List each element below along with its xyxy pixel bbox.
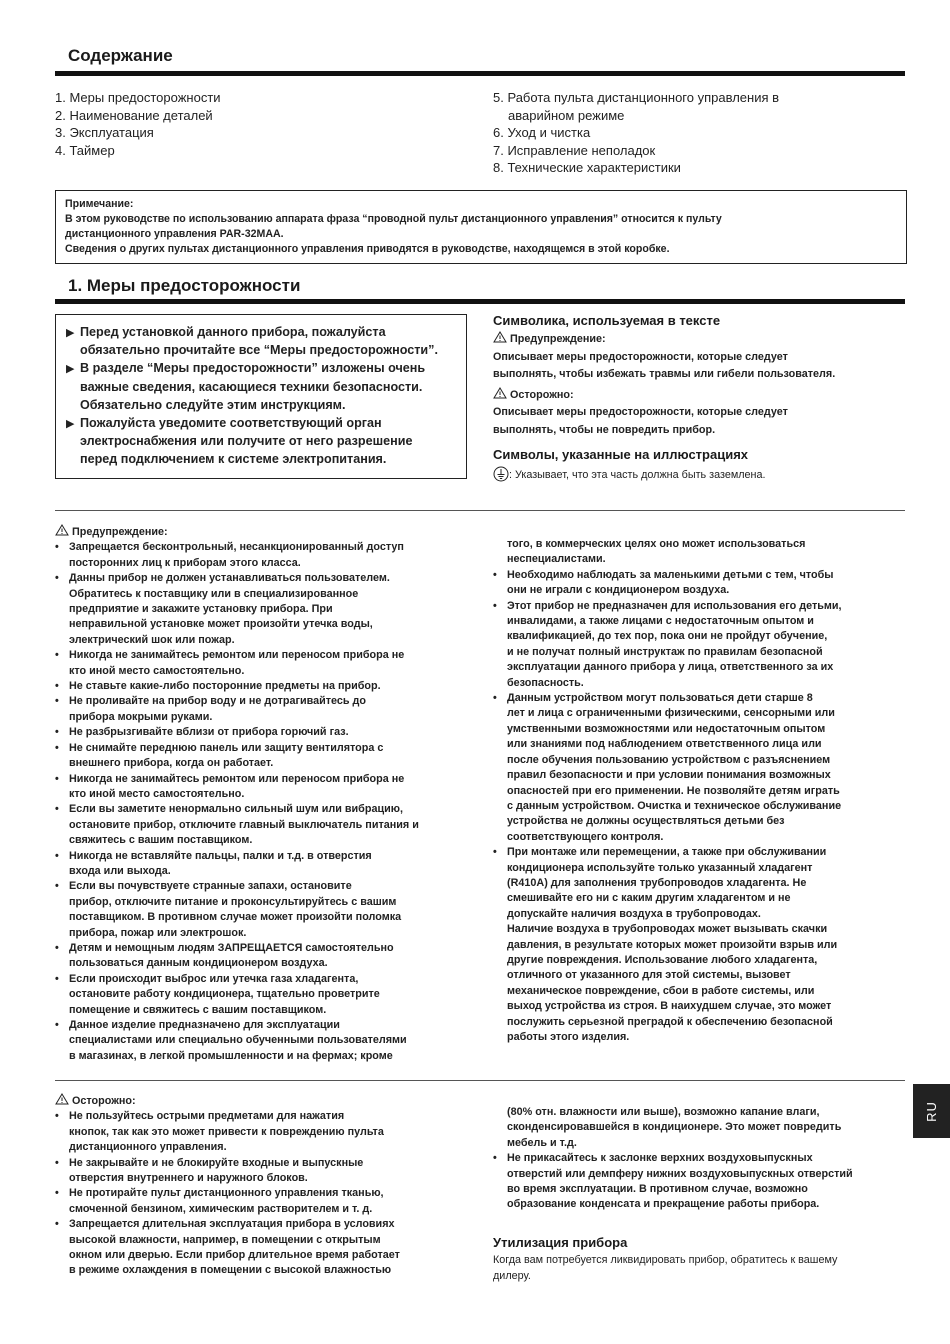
toc-item[interactable]: 8. Технические характеристики [493, 160, 681, 175]
text-line: остановите работу кондиционера, тщательно проветрите [69, 988, 380, 1001]
text-line: Не снимайте переднюю панель или защиту вентилятора с [69, 741, 384, 754]
precaution-item: ▶ Пожалуйста уведомите соответствующий орган электроснабжения или получите от него разрешение перед подключением к системе электропитания. [66, 414, 456, 469]
text-line: образование конденсата и прекращение работы прибора. [507, 1198, 820, 1211]
text-line: неспециалистами. [507, 553, 606, 566]
warning-list [55, 540, 485, 1064]
language-tab-label: RU [924, 1100, 939, 1122]
text-line: предприятие и закажите установку прибора. При [69, 603, 333, 616]
warning-triangle-icon [55, 1093, 69, 1105]
text-line: Этот прибор не предназначен для использования его детьми, [507, 599, 842, 612]
text-line: внешнего прибора, когда он работает. [69, 757, 274, 770]
bullet-icon: • [55, 1218, 59, 1231]
list-item-text [69, 849, 372, 880]
text-line: высокой влажности, например, в помещении с открытым [69, 1233, 381, 1246]
text-line: Не пользуйтесь острыми предметами для нажатия [69, 1110, 345, 1123]
text-line: отверстия внутреннего и наружного блоков. [69, 1172, 308, 1185]
bullet-icon: • [493, 846, 497, 859]
list-item [55, 694, 485, 725]
toc-item[interactable]: 1. Меры предосторожности [55, 90, 221, 105]
list-item-text [69, 725, 349, 740]
list-item-text [69, 1186, 384, 1217]
illus-heading: Символы, указанные на иллюстрациях [493, 447, 749, 462]
text-line: работы этого изделия. [507, 1031, 630, 1043]
bullet-icon: • [55, 772, 59, 785]
list-item [55, 941, 485, 972]
list-item [55, 772, 485, 803]
warning-right-column [493, 537, 913, 1045]
list-item [493, 599, 913, 691]
list-item-text [69, 972, 380, 1018]
text-line: Запрещается длительная эксплуатация прибора в условиях [69, 1218, 395, 1231]
text-line: отверстий или демпферу нижних воздуховыпускных отверстий [507, 1167, 853, 1180]
caution-desc: Описывает меры предосторожности, которые следует выполнять, чтобы не повредить прибор. [493, 406, 788, 436]
bullet-icon: • [55, 803, 59, 816]
list-item [493, 845, 913, 1045]
language-tab[interactable] [913, 1084, 950, 1138]
list-item [55, 1217, 485, 1279]
text-line: Не прикасайтесь к заслонке верхних воздуховыпускных [507, 1152, 813, 1165]
text-line: сконденсировавшейся в кондиционере. Это может повредить [507, 1121, 842, 1134]
bullet-icon: • [493, 568, 497, 581]
ground-row: : Указывает, что эта часть должна быть заземлена. [493, 466, 913, 484]
text-line: безопасность. [507, 676, 584, 689]
text-line: прибора, пожар или электрошок. [69, 926, 247, 939]
section-rule [55, 299, 905, 304]
note-label: Примечание: [65, 198, 134, 210]
note-box [55, 190, 907, 264]
text-line: они не играли с кондиционером воздуха. [507, 584, 730, 597]
bullet-icon: • [55, 1019, 59, 1031]
symbols-panel [493, 313, 913, 484]
bullet-icon: • [55, 941, 59, 954]
precaution-box [55, 314, 467, 479]
bullet-icon: • [493, 692, 497, 705]
toc-item-cont[interactable]: аварийном режиме [508, 107, 625, 123]
list-item [493, 568, 913, 599]
list-item-text [507, 1105, 841, 1151]
text-line: механическое повреждение, сбои в работе системы, или [507, 984, 815, 997]
bullet-icon: • [55, 972, 59, 985]
list-item-text [69, 802, 419, 848]
list-item [55, 972, 485, 1018]
text-line: кто иной место самостоятельно. [69, 664, 245, 677]
disposal-section [493, 1235, 913, 1284]
toc-item[interactable]: 5. Работа пульта дистанционного управления в [493, 90, 780, 105]
list-item [55, 679, 485, 694]
list-item-text [69, 648, 404, 679]
text-line: Не проливайте на прибор воду и не дотрагивайтесь до [69, 695, 366, 708]
text-line: Наличие воздуха в трубопроводах может вызывать скачки [507, 923, 828, 936]
arrow-right-icon: ▶ [66, 327, 75, 339]
list-item [55, 648, 485, 679]
text-line: неправильной установке может произойти утечка воды, [69, 618, 373, 631]
text-line: Данным устройством могут пользоваться дети старше 8 [507, 692, 813, 705]
list-item [55, 1109, 485, 1155]
text-line: Детям и немощным людям ЗАПРЕЩАЕТСЯ самостоятельно [69, 941, 394, 954]
text-line: свяжитесь с вашим поставщиком. [69, 834, 253, 847]
list-item [55, 1156, 485, 1187]
toc-item[interactable]: 6. Уход и чистка [493, 125, 591, 140]
text-line: или знаниями под наблюдением ответственного лица или [507, 738, 822, 751]
text-line: (80% отн. влажности или выше), возможно капание влаги, [507, 1106, 820, 1118]
list-item-text [507, 537, 805, 568]
warning-left-column [55, 524, 485, 1064]
divider [55, 510, 905, 511]
text-line: эксплуатации данного прибора у лица, ответственного за их [507, 661, 834, 674]
text-line: Обратитесь к поставщику или в специализированное [69, 587, 359, 600]
list-item-text [507, 691, 841, 845]
bullet-icon: • [55, 849, 59, 862]
divider [55, 1080, 905, 1081]
text-line: поставщиком. В противном случае может произойти поломка [69, 911, 402, 924]
list-item [493, 1105, 913, 1151]
text-line: дистанционного управления. [69, 1141, 227, 1154]
caution-heading: Осторожно: [55, 1093, 485, 1109]
list-item-text [69, 1109, 384, 1155]
warning-heading: Предупреждение: [55, 524, 485, 540]
text-line: Не протирайте пульт дистанционного управления тканью, [69, 1187, 384, 1200]
text-line: послужить серьезной преградой к обеспечению безопасной [507, 1015, 833, 1028]
toc-right [493, 89, 779, 177]
list-item-text [69, 694, 366, 725]
text-line: отличного от указанного для этой системы, вызовет [507, 969, 791, 982]
text-line: Данны прибор не должен устанавливаться пользователем. [69, 572, 390, 585]
text-line: кнопок, так как это может привести к повреждению пульта [69, 1125, 384, 1138]
caution-list [493, 1105, 913, 1213]
disposal-text: Когда вам потребуется ликвидировать прибор, обратитесь к вашему дилеру. [493, 1254, 838, 1282]
bullet-icon: • [493, 599, 497, 612]
text-line: (R410A) для заполнения трубопроводов хладагента. Не [507, 876, 807, 889]
text-line: При монтаже или перемещении, а также при обслуживании [507, 846, 827, 859]
text-line: опасностей при его применении. Не позволяйте детям играть [507, 784, 840, 797]
text-line: Никогда не вставляйте пальцы, палки и т.д. в отверстия [69, 849, 372, 862]
precaution-item: ▶ Перед установкой данного прибора, пожалуйста обязательно прочитайте все “Меры предосторожности”. [66, 323, 456, 359]
list-item [55, 571, 485, 648]
bullet-icon: • [55, 572, 59, 585]
text-line: смоченной бензином, химическим растворителем и т. д. [69, 1202, 373, 1215]
warning-triangle-icon [55, 524, 69, 536]
caution-right-column [493, 1105, 913, 1213]
list-item [55, 1186, 485, 1217]
text-line: во время эксплуатации. В противном случае, возможно [507, 1183, 808, 1196]
text-line: Если вы почувствуете странные запахи, остановите [69, 880, 352, 893]
list-item-text [69, 1156, 363, 1187]
list-item [55, 1018, 485, 1064]
text-line: Если вы заметите ненормально сильный шум или вибрацию, [69, 803, 403, 816]
text-line: допускайте наличия воздуха в трубопроводах. [507, 907, 761, 920]
warning-triangle-icon [493, 387, 507, 399]
list-item-text [507, 568, 834, 599]
text-line: помещение и свяжитесь с вашим поставщиком. [69, 1003, 327, 1016]
bullet-icon: • [55, 649, 59, 662]
list-item [55, 849, 485, 880]
text-line: инвалидами, а также лицами с недостаточным опытом и [507, 615, 814, 628]
text-line: кондиционера используйте только указанный хладагент [507, 861, 813, 874]
list-item [493, 1151, 913, 1213]
toc-left [55, 89, 221, 159]
list-item-text [507, 845, 837, 1045]
arrow-right-icon: ▶ [66, 418, 75, 431]
section-title: 1. Меры предосторожности [68, 276, 301, 295]
list-item-text [69, 1018, 407, 1064]
text-line: окном или дверью. Если прибор длительное время работает [69, 1249, 400, 1262]
text-line: умственными возможностями или недостаточным опытом [507, 722, 826, 735]
precaution-item: ▶ В разделе “Меры предосторожности” изложены очень важные сведения, касающиеся техники безопасности. Обязательно следуйте этим инструкциям. [66, 359, 456, 414]
text-line: электрический шок или пожар. [69, 633, 235, 646]
list-item [55, 725, 485, 740]
text-line: квалификацией, до тех пор, пока они не пройдут обучение, [507, 630, 828, 643]
text-line: смешивайте его ни с каким другим хладагентом и не [507, 892, 791, 905]
list-item [493, 537, 913, 568]
list-item-text [69, 1217, 400, 1279]
text-line: Никогда не занимайтесь ремонтом или переносом прибора не [69, 649, 405, 662]
bullet-icon: • [55, 880, 59, 893]
list-item-text [69, 772, 404, 803]
list-item-text [69, 679, 381, 694]
list-item-text [69, 540, 404, 571]
bullet-icon: • [55, 1156, 59, 1169]
toc-item[interactable]: 3. Эксплуатация [55, 125, 154, 140]
text-line: Не закрывайте и не блокируйте входные и выпускные [69, 1156, 364, 1169]
text-line: прибор, отключите питание и проконсультируйтесь с вашим [69, 895, 397, 908]
list-item-text [69, 571, 390, 648]
note-line: В этом руководстве по использованию аппарата фраза “проводной пульт дистанционного управления” относится к пульту [65, 213, 722, 225]
bullet-icon: • [55, 541, 59, 554]
text-line: правил безопасности и при условии понимания возможных [507, 769, 831, 782]
list-item-text [69, 879, 401, 941]
bullet-icon: • [55, 741, 59, 754]
list-item-text [507, 599, 842, 691]
text-line: входа или выхода. [69, 864, 171, 877]
text-line: Если происходит выброс или утечка газа хладагента, [69, 972, 359, 985]
text-line: того, в коммерческих целях оно может использоваться [507, 538, 806, 550]
bullet-icon: • [55, 1187, 59, 1200]
text-line: и не получат полный инструктаж по правилам безопасной [507, 645, 823, 658]
text-line: специалистами или специально обученными пользователями [69, 1034, 407, 1047]
toc-item[interactable]: 7. Исправление неполадок [493, 142, 656, 158]
text-line: давления, в результате которых может произойти взрыв или [507, 938, 838, 951]
text-line: Не разбрызгивайте вблизи от прибора горючий газ. [69, 726, 349, 739]
list-item [55, 540, 485, 571]
text-line: в режиме охлаждения в помещении с высокой влажностью [69, 1264, 392, 1277]
bullet-icon: • [55, 726, 59, 739]
text-line: кто иной место самостоятельно. [69, 787, 245, 800]
warning-list [493, 537, 913, 1045]
text-line: соответствующего контроля. [507, 830, 664, 843]
text-line: пользоваться данным кондиционером воздуха. [69, 957, 328, 970]
text-line: устройства не должны осуществляться детьми без [507, 815, 785, 828]
bullet-icon: • [55, 1110, 59, 1123]
list-item-text [507, 1151, 853, 1213]
caution-left-column [55, 1093, 485, 1279]
warning-label-row: Предупреждение: [493, 331, 913, 349]
list-item [55, 741, 485, 772]
warning-desc: Описывает меры предосторожности, которые следует выполнять, чтобы избежать травмы или гибели пользователя. [493, 350, 836, 380]
caution-label-row: Осторожно: [493, 387, 913, 405]
list-item-text [69, 941, 394, 972]
text-line: Данное изделие предназначено для эксплуатации [69, 1019, 340, 1031]
text-line: Запрещается бесконтрольный, несанкционированный доступ [69, 541, 404, 554]
list-item [55, 879, 485, 941]
list-item-text [69, 741, 383, 772]
text-line: Необходимо наблюдать за маленькими детьми с тем, чтобы [507, 568, 834, 581]
note-line: Сведения о других пультах дистанционного управления приводятся в руководстве, находящемся в этой коробке. [65, 243, 670, 255]
text-line: остановите прибор, отключите главный выключатель питания и [69, 818, 419, 831]
text-line: Не ставьте какие-либо посторонние предметы на прибор. [69, 680, 381, 693]
text-line: Никогда не занимайтесь ремонтом или переносом прибора не [69, 772, 405, 785]
arrow-right-icon: ▶ [66, 363, 75, 376]
note-line: дистанционного управления PAR-32MAA. [65, 228, 284, 240]
title-rule [55, 71, 905, 76]
bullet-icon: • [55, 680, 59, 693]
text-line: лет и лица с ограниченными физическими, сенсорными или [507, 707, 835, 720]
warning-triangle-icon [493, 331, 507, 343]
caution-list [55, 1109, 485, 1278]
bullet-icon: • [55, 695, 59, 708]
text-line: выход устройства из строя. В наихудшем случае, это может [507, 1000, 832, 1013]
contents-title: Содержание [68, 46, 173, 65]
text-line: посторонних лиц к приборам этого класса. [69, 556, 301, 569]
list-item [55, 802, 485, 848]
text-line: после обучения пользованию устройством с разъяснением [507, 753, 831, 766]
ground-icon [493, 466, 509, 482]
text-line: мебель и т.д. [507, 1136, 577, 1149]
text-line: с данным устройством. Очистка и техническое обслуживание [507, 799, 842, 812]
toc-item[interactable]: 2. Наименование деталей [55, 107, 213, 123]
text-line: прибора мокрыми руками. [69, 710, 213, 723]
bullet-icon: • [493, 1152, 497, 1165]
text-line: в магазинах, в легкой промышленности и на фермах; кроме [69, 1049, 393, 1062]
disposal-title: Утилизация прибора [493, 1235, 628, 1250]
text-line: другие повреждения. Использование любого хладагента, [507, 953, 818, 966]
list-item [493, 691, 913, 845]
symbols-heading: Символика, используемая в тексте [493, 313, 721, 328]
toc-item[interactable]: 4. Таймер [55, 142, 115, 158]
